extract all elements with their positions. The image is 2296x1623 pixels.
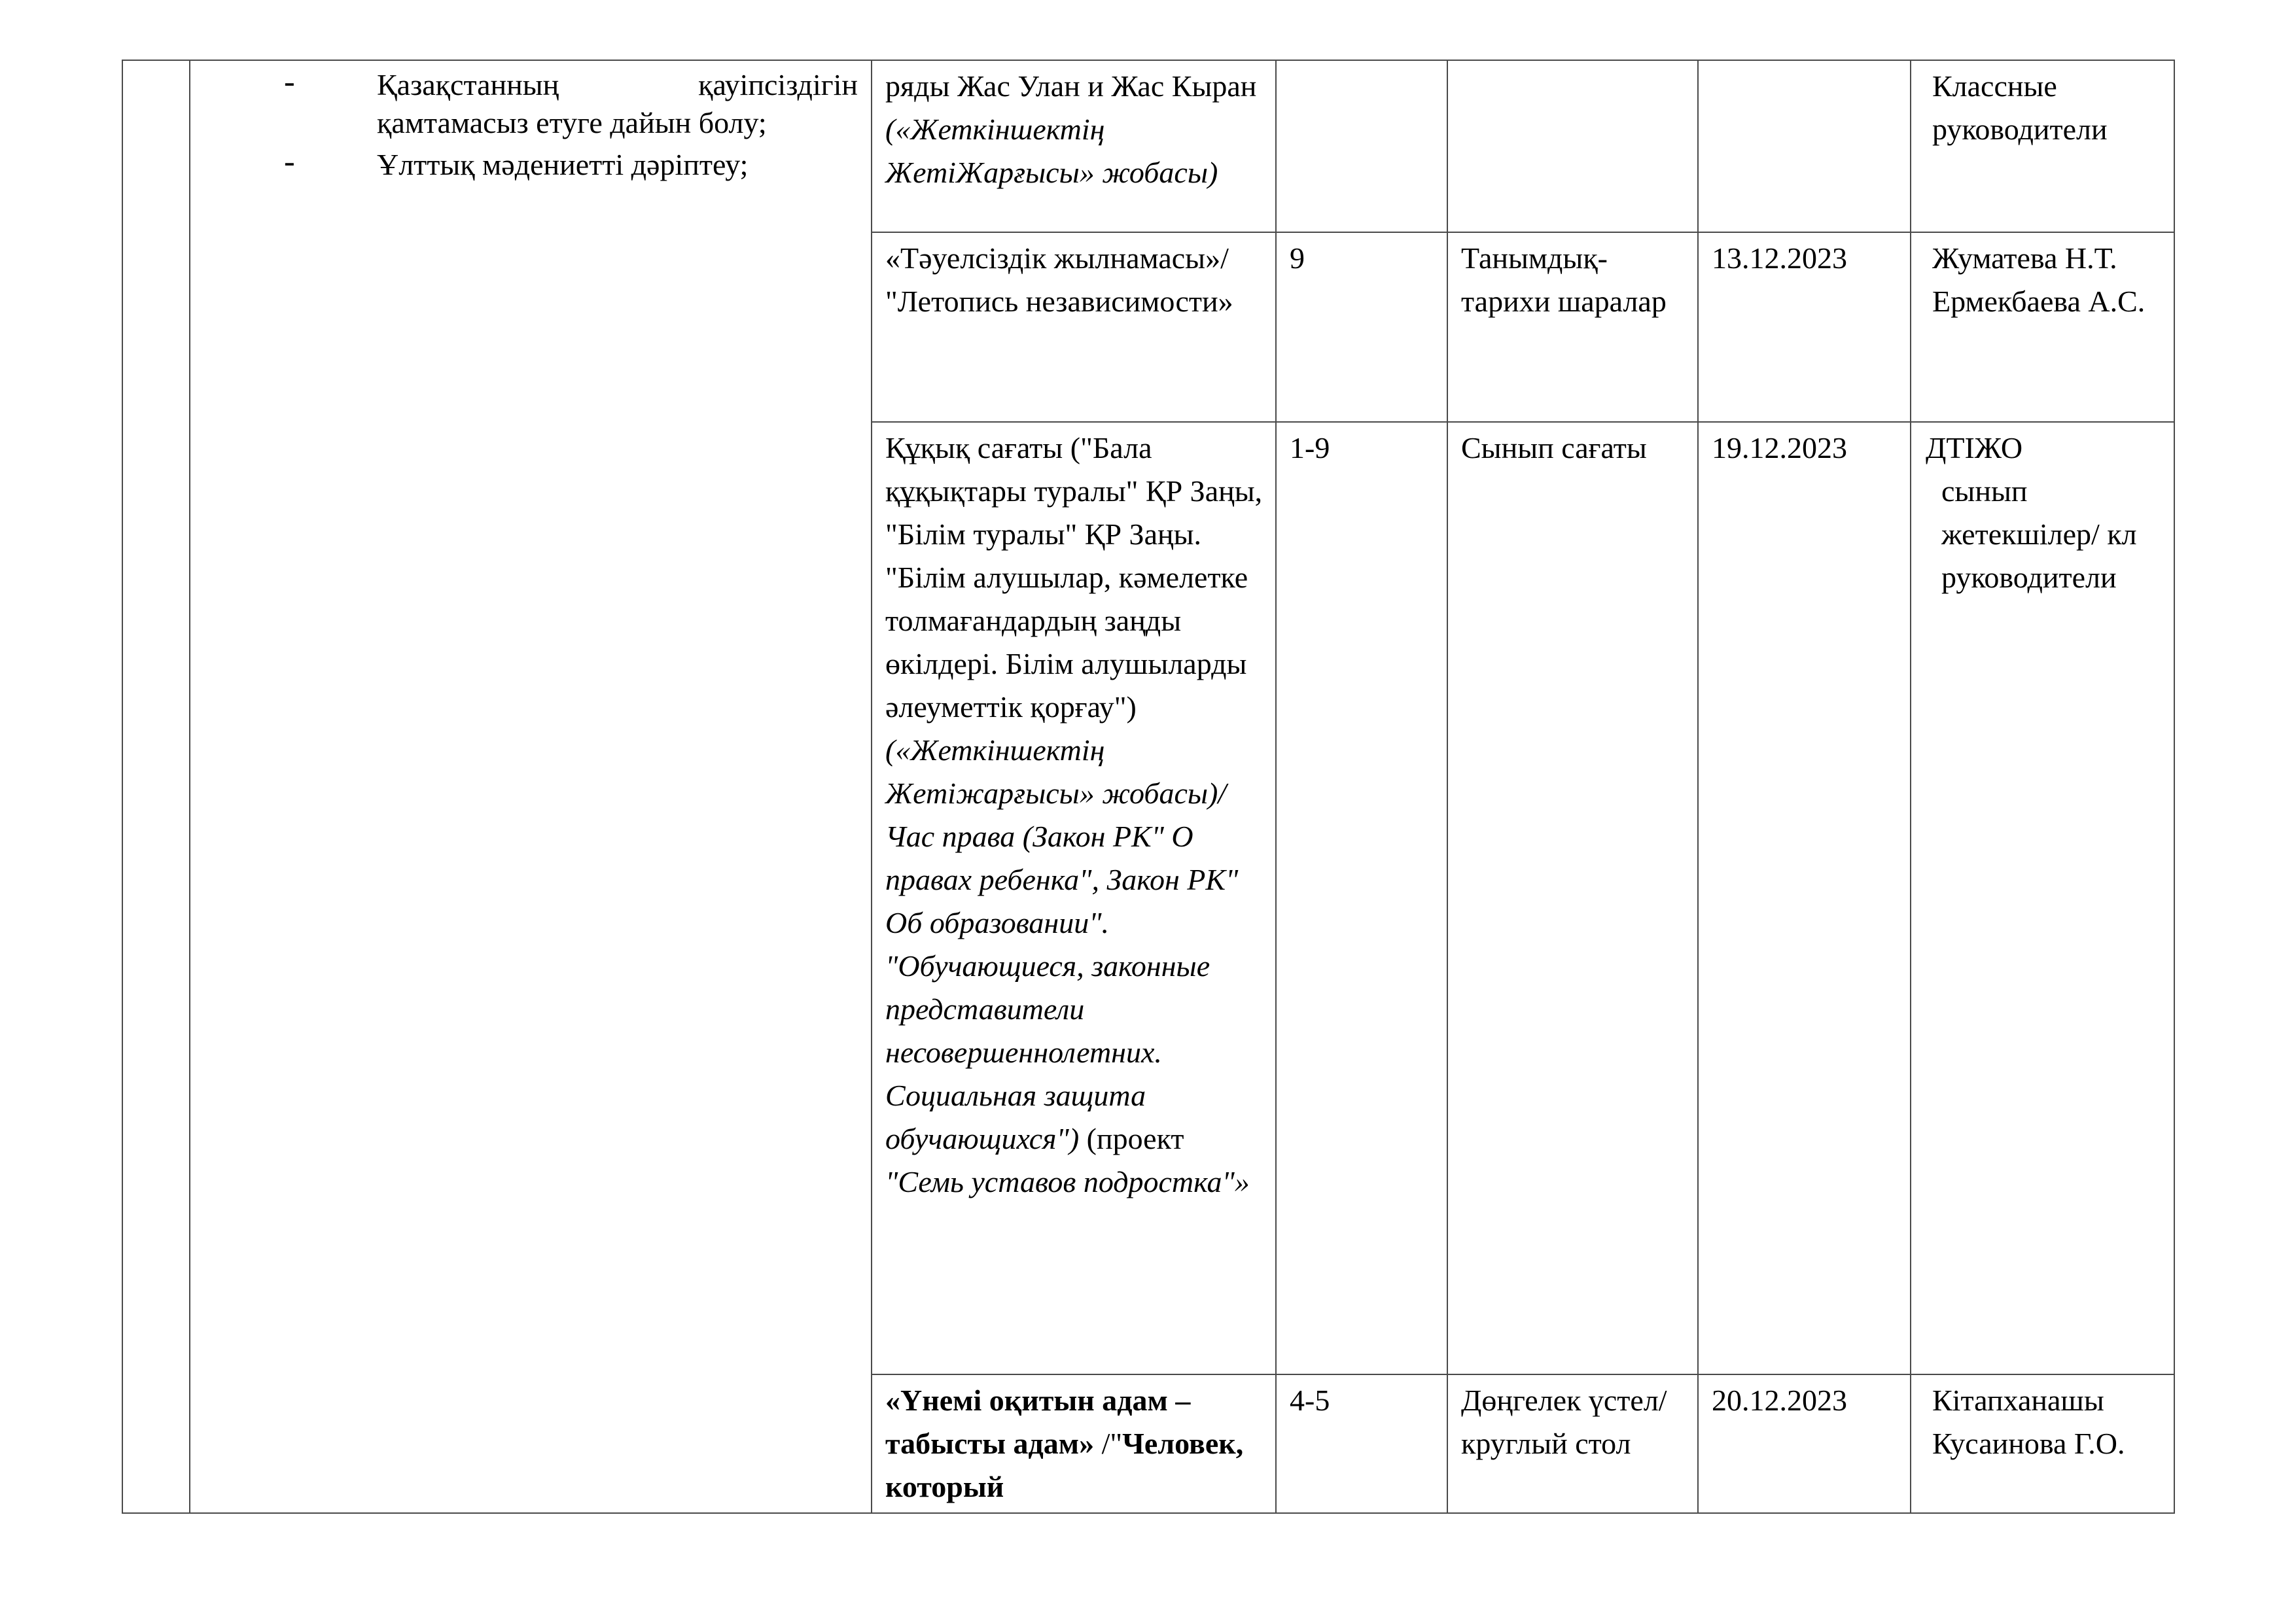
form-cell [1447, 60, 1698, 232]
grade-cell: 4-5 [1276, 1374, 1447, 1513]
responsible-cell [1911, 422, 2174, 1374]
plan-table [122, 60, 2175, 1514]
dash-bullet-icon: - [284, 143, 295, 179]
form-cell: Танымдық-тарихи шаралар [1447, 232, 1698, 422]
responsible-cell [1911, 232, 2174, 422]
event-cell [872, 60, 1276, 232]
event-bold-text-2: Человек, который [885, 1427, 1244, 1503]
event-project-text: («Жеткіншектің ЖетіЖарғысы» жобасы) [885, 113, 1218, 189]
responsible-cell [1911, 60, 2174, 232]
date-cell [1698, 60, 1911, 232]
goal-item: - Қазақстанның қауіпсіздігін қамтамасыз етуге дайын болу; [284, 63, 858, 139]
responsible-text: Кітапханашы Кусаинова Г.О. [1932, 1384, 2125, 1460]
date-cell: 13.12.2023 [1698, 232, 1911, 422]
event-cell [872, 232, 1276, 422]
responsible-line: Жуматева Н.Т. [1932, 241, 2117, 275]
event-text: Құқық сағаты ("Бала құқықтары туралы" ҚР Заңы, "Білім туралы" ҚР Заңы. "Білім алушылар, кәмелетке толмағандардың заңды өкілдері. Білім алушыларды әлеуметтік қорғау") [885, 431, 1263, 724]
event-cell [872, 1374, 1276, 1513]
goals-cell [190, 60, 872, 1513]
grade-cell [1276, 60, 1447, 232]
responsible-first: ДТІЖО [1926, 431, 2023, 464]
event-bold-text: «Үнемі оқитын адам –табысты адам» [885, 1384, 1191, 1460]
grade-cell: 9 [1276, 232, 1447, 422]
responsible-line: Ермекбаева А.С. [1932, 285, 2146, 318]
grade-cell: 1-9 [1276, 422, 1447, 1374]
event-italic-text: («Жеткіншектің Жетіжарғысы» жобасы)/ Час права (Закон РК" О правах ребенка", Закон РК" Об образовании". "Обучающиеся, законные представители несовершеннолетних. Социальная защита обучающихся") [885, 733, 1239, 1155]
goal-item: - Ұлттық мәдениетті дәріптеу; [284, 143, 749, 181]
event-cell [872, 422, 1276, 1374]
responsible-cell [1911, 1374, 2174, 1513]
responsible-text: Классные руководители [1932, 69, 2108, 146]
event-text: «Тәуелсіздік жылнамасы»/ "Летопись независимости» [885, 241, 1233, 318]
form-cell: Сынып сағаты [1447, 422, 1698, 1374]
event-text: ряды Жас Улан и Жас Кыран [885, 69, 1257, 103]
event-text: /" [1094, 1427, 1123, 1460]
table-row [122, 60, 2174, 232]
event-tail-text: (проект [1086, 1122, 1184, 1155]
dash-bullet-icon: - [284, 63, 295, 99]
responsible-rest: сынып жетекшілер/ кл руководители [1941, 474, 2137, 594]
date-cell: 20.12.2023 [1698, 1374, 1911, 1513]
form-cell: Дөңгелек үстел/круглый стол [1447, 1374, 1698, 1513]
event-tail-italic-text: "Семь уставов подростка"» [885, 1165, 1250, 1198]
number-cell [122, 60, 190, 1513]
date-cell: 19.12.2023 [1698, 422, 1911, 1374]
